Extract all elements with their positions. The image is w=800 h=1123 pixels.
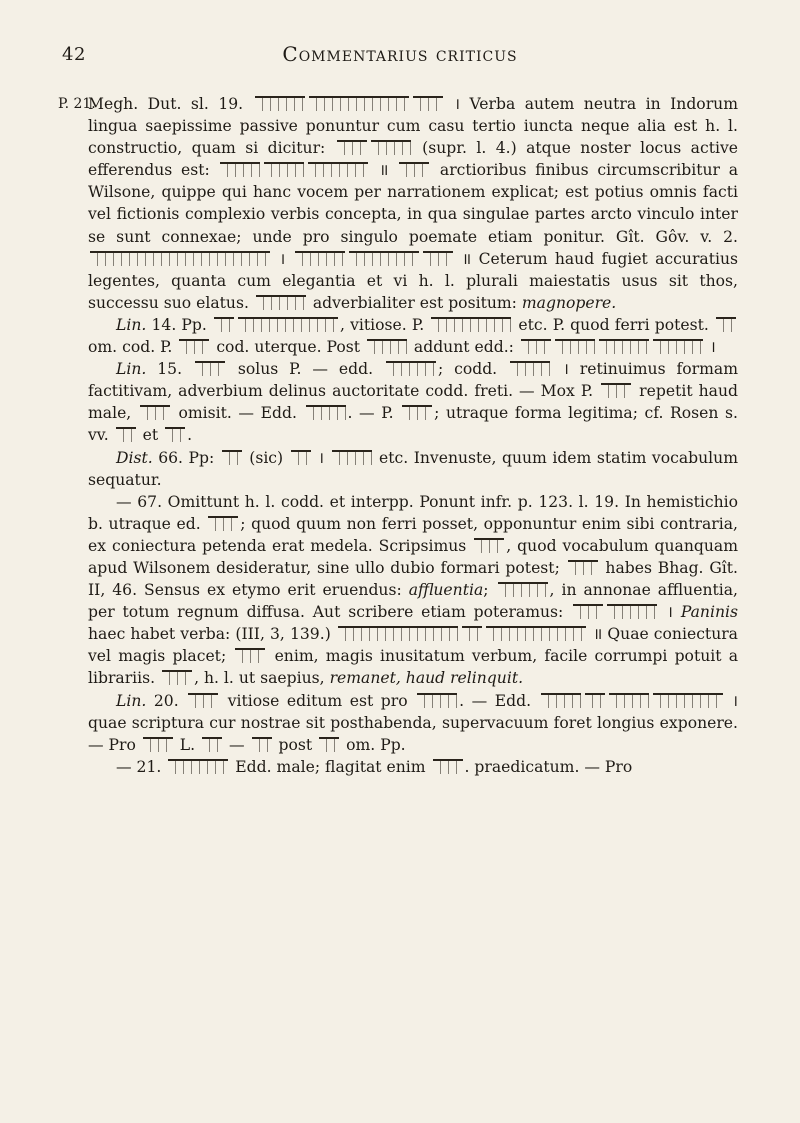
- latin-text: — 67. Omittunt h. l. codd. et interpp. Ponunt infr. p. 123. l. 19. In hemistichio b. utraque ed.: [88, 492, 738, 533]
- latin-text: , quod vocabulum quanquam apud Wilsonem desideratur, sine ullo dubio formari potest;: [88, 536, 738, 577]
- latin-text: post: [273, 735, 318, 754]
- devanagari-word: [235, 648, 265, 663]
- latin-text: addunt edd.:: [408, 338, 519, 357]
- devanagari-word: [256, 295, 306, 310]
- devanagari-word: [555, 339, 595, 354]
- latin-text: vitiose editum est pro: [220, 691, 416, 710]
- devanagari-word: [338, 626, 458, 641]
- latin-text: 66. Pp:: [152, 448, 220, 467]
- devanagari-word: [573, 604, 603, 619]
- commentary-paragraph-p6: [88, 690, 738, 756]
- devanagari-word: [423, 251, 453, 266]
- latin-text: enim, magis inusitatum verbum, facile corrumpi potuit a librariis.: [88, 647, 738, 688]
- latin-text: L.: [174, 735, 201, 754]
- latin-text: , vitiose. P.: [340, 315, 430, 334]
- devanagari-word: [90, 251, 270, 266]
- latin-text: । Verba autem neutra in Indorum lingua saepissime passive ponuntur cum casu tertio iuncta neque alia est h. l. constructio, quam si dicitur:: [88, 95, 738, 158]
- devanagari-word: [116, 427, 136, 442]
- devanagari-word: [433, 759, 463, 774]
- devanagari-word: [162, 670, 192, 685]
- devanagari-word: [653, 339, 703, 354]
- devanagari-word: [179, 339, 209, 354]
- devanagari-word: [208, 516, 238, 531]
- latin-text: om. Pp.: [341, 735, 406, 754]
- devanagari-word: [607, 604, 657, 619]
- latin-text: (sic): [243, 448, 289, 467]
- latin-text: (supr. l. 4.) atque noster locus active efferendus est:: [88, 139, 738, 180]
- devanagari-word: [541, 693, 581, 708]
- latin-text: habes Bhag. Gît. II, 46. Sensus ex etymo erit eruendus:: [88, 558, 738, 600]
- devanagari-word: [306, 405, 346, 420]
- devanagari-word: [653, 693, 723, 708]
- latin-text: ;: [483, 581, 496, 600]
- devanagari-word: [143, 737, 173, 752]
- running-title: Commentarius criticus: [282, 42, 518, 66]
- devanagari-word: [521, 339, 551, 354]
- latin-text: 14. Pp.: [146, 315, 212, 334]
- devanagari-word: [402, 405, 432, 420]
- devanagari-word: [332, 450, 372, 465]
- devanagari-word: [188, 693, 218, 708]
- latin-text: ।: [312, 448, 330, 467]
- devanagari-word: [386, 361, 436, 376]
- devanagari-word: [308, 162, 368, 177]
- commentary-body: [88, 93, 738, 778]
- devanagari-word: [417, 693, 457, 708]
- latin-text: । quae scriptura cur nostrae sit posthabenda, supervacuum foret longius exponere. — Pro: [88, 691, 738, 754]
- devanagari-word: [337, 140, 367, 155]
- italic-text: Lin.: [116, 315, 147, 334]
- devanagari-word: [371, 140, 411, 155]
- latin-text: 20.: [146, 691, 187, 710]
- latin-text: adverbialiter est positum:: [307, 293, 522, 312]
- devanagari-word: [462, 626, 482, 641]
- latin-text: etc. Invenuste, quum idem statim vocabulum sequatur.: [88, 448, 738, 489]
- latin-text: ; utraque forma legitima; cf. Rosen s. vv.: [88, 404, 738, 445]
- latin-text: ; codd.: [437, 360, 509, 379]
- devanagari-word: [498, 582, 548, 597]
- latin-text: arctioribus finibus circumscribitur a Wilsone, quippe qui hanc vocem per narrationem explicat; est potius omnis facti vel fictionis complexio verbis concepta, in qua singulae partes arcto vinculo inter se sunt connexae; unde pro singulo poemate etiam ponitur. Gît. Gôv. v. 2.: [88, 161, 739, 246]
- page-number: 42: [62, 44, 86, 65]
- devanagari-word: [474, 538, 504, 553]
- devanagari-word: [601, 383, 631, 398]
- latin-text: . praedicatum. — Pro: [464, 757, 633, 776]
- devanagari-word: [220, 162, 260, 177]
- commentary-paragraph-p4: [88, 447, 738, 491]
- latin-text: — 21.: [116, 757, 167, 776]
- devanagari-word: [168, 759, 228, 774]
- devanagari-word: [431, 317, 511, 332]
- devanagari-word: [599, 339, 649, 354]
- latin-text: ॥ Ceterum haud fugiet accuratius legentes, quanta cum elegantia et vi h. l. plurali maiestatis usus sit thos, successu suo elatus.: [88, 249, 738, 312]
- latin-text: ; quod quum non ferri posset, opponuntur enim sibi contraria, ex coniectura petenda erat medela. Scripsimus: [88, 514, 738, 555]
- page-header: [0, 42, 800, 72]
- latin-text: cod. uterque. Post: [211, 338, 365, 357]
- italic-text: Lin.: [116, 360, 147, 379]
- latin-text: ॥: [370, 161, 398, 180]
- devanagari-word: [319, 737, 339, 752]
- devanagari-word: [264, 162, 304, 177]
- devanagari-word: [252, 737, 272, 752]
- italic-text: affluentia: [408, 581, 484, 600]
- devanagari-word: [309, 96, 409, 111]
- latin-text: Megh. Dut. sl. 19.: [88, 95, 253, 113]
- devanagari-word: [291, 450, 311, 465]
- latin-text: ।: [272, 249, 293, 268]
- devanagari-word: [716, 317, 736, 332]
- devanagari-word: [568, 560, 598, 575]
- devanagari-word: [214, 317, 234, 332]
- latin-text: .: [187, 426, 193, 445]
- latin-text: ।: [659, 603, 681, 622]
- devanagari-word: [255, 96, 305, 111]
- latin-text: Edd. male; flagitat enim: [230, 757, 431, 776]
- devanagari-word: [222, 450, 242, 465]
- latin-text: repetit haud male,: [88, 382, 738, 423]
- latin-text: ।: [704, 338, 716, 357]
- devanagari-word: [413, 96, 443, 111]
- commentary-paragraph-p3: [88, 358, 738, 446]
- latin-text: etc. P. quod ferri potest.: [513, 315, 714, 334]
- devanagari-word: [195, 361, 225, 376]
- devanagari-word: [510, 361, 550, 376]
- latin-text: omisit. — Edd.: [171, 404, 304, 423]
- devanagari-word: [585, 693, 605, 708]
- latin-text: , in annonae affluentia, per totum regnum diffusa. Aut scribere etiam poteramus:: [88, 581, 738, 622]
- devanagari-word: [609, 693, 649, 708]
- italic-text: Paninis: [680, 603, 738, 622]
- latin-text: . — Edd.: [459, 691, 539, 710]
- italic-text: Lin.: [116, 691, 147, 710]
- latin-text: —: [224, 735, 250, 754]
- commentary-paragraph-p5: [88, 491, 738, 690]
- latin-text: , h. l. ut saepius,: [194, 669, 330, 688]
- devanagari-word: [165, 427, 185, 442]
- latin-text: 15.: [146, 360, 193, 379]
- devanagari-word: [399, 162, 429, 177]
- devanagari-word: [486, 626, 586, 641]
- devanagari-word: [140, 405, 170, 420]
- commentary-paragraph-p2: [88, 314, 738, 358]
- latin-text: . — P.: [347, 404, 401, 423]
- devanagari-word: [202, 737, 222, 752]
- devanagari-word: [295, 251, 345, 266]
- italic-text: Dist.: [116, 448, 153, 467]
- italic-text: magnopere.: [521, 293, 617, 312]
- latin-text: solus P. — edd.: [226, 360, 384, 379]
- italic-text: remanet, haud relinquit.: [329, 669, 524, 688]
- latin-text: om. cod. P.: [88, 338, 178, 357]
- latin-text: haec habet verba: (III, 3, 139.): [88, 625, 336, 644]
- commentary-paragraph-p7: [88, 756, 738, 778]
- latin-text: et: [137, 426, 164, 445]
- devanagari-word: [349, 251, 419, 266]
- commentary-paragraph-p1: [88, 93, 738, 314]
- margin-reference: P. 21.: [58, 96, 96, 112]
- devanagari-word: [238, 317, 338, 332]
- latin-text: ॥ Quae coniectura vel magis placet;: [88, 625, 738, 666]
- devanagari-word: [367, 339, 407, 354]
- latin-text: । retinuimus formam factitivam, adverbium delinus auctoritate codd. freti. — Mox P.: [88, 360, 738, 401]
